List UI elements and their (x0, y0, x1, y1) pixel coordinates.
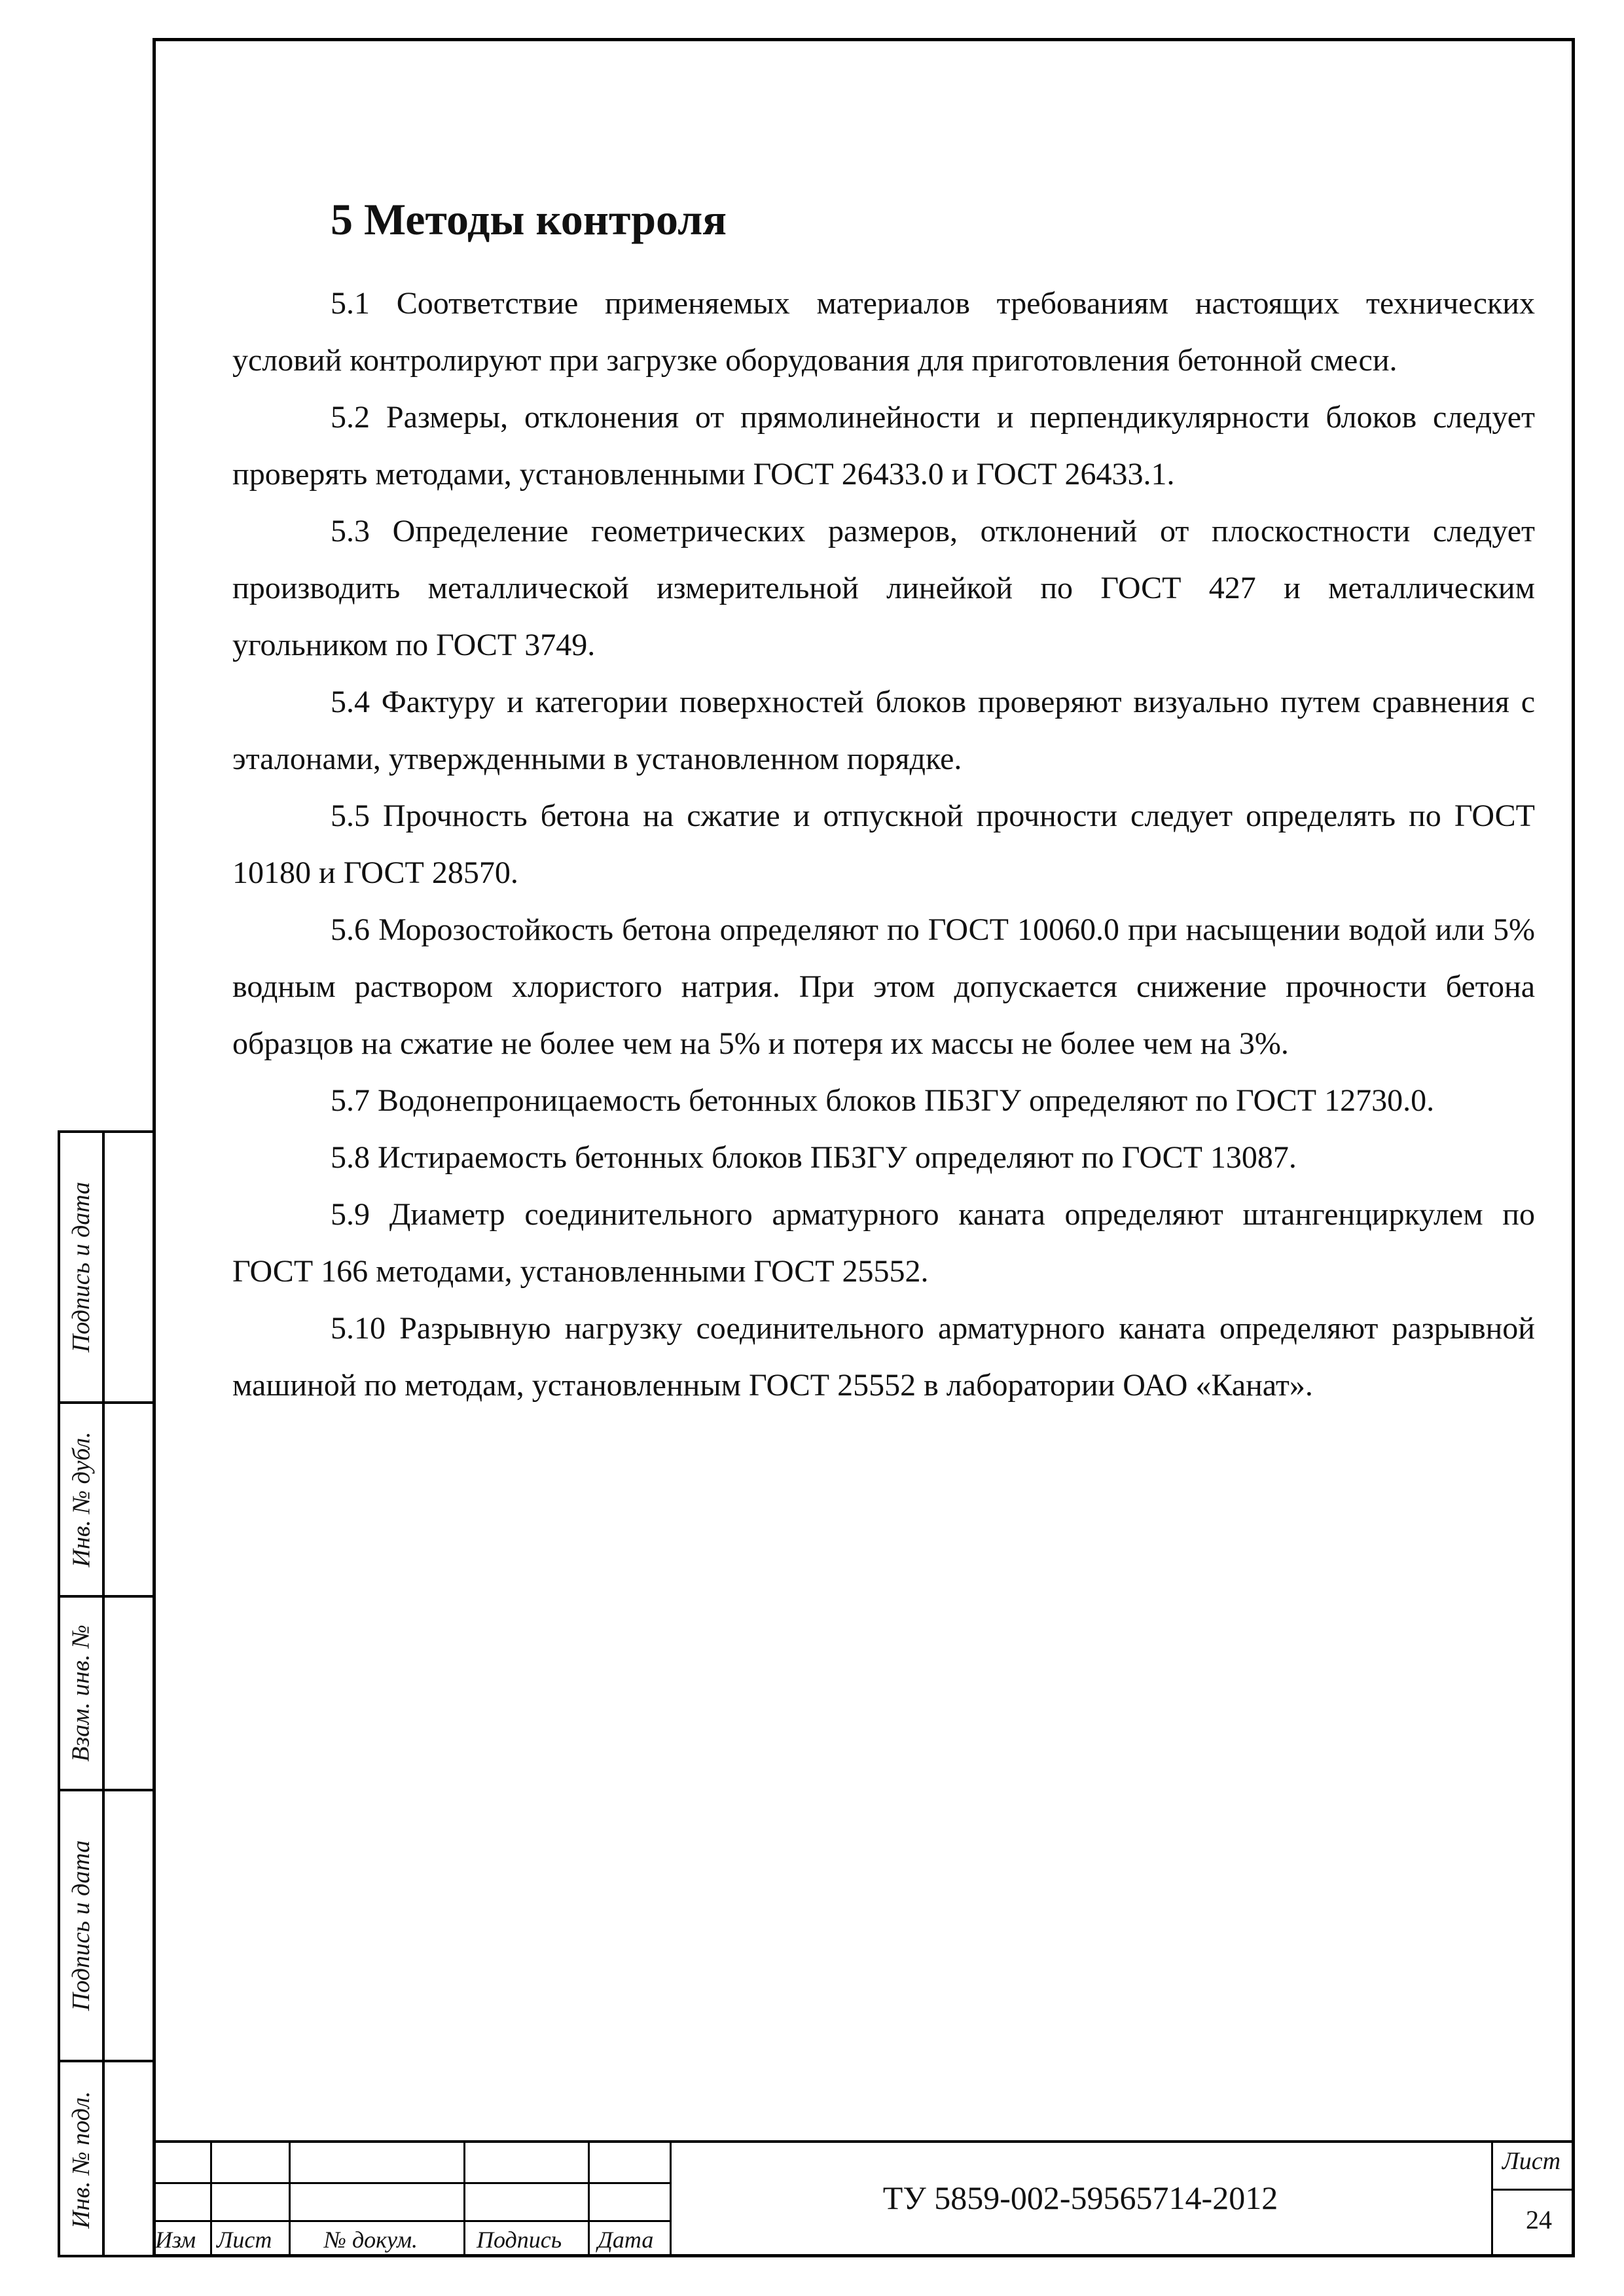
tb-divider (1491, 2143, 1493, 2257)
paragraph-5-5: 5.5 Прочность бетона на сжатие и отпускной прочности следует определять по ГОСТ 10180 и ГОСТ 28570. (232, 798, 1535, 890)
paragraph-5-7: 5.7 Водонепроницаемость бетонных блоков ПБЗГУ определяют по ГОСТ 12730.0. (331, 1083, 1435, 1118)
tb-col-signature: Подпись (477, 2227, 562, 2253)
tb-divider (463, 2143, 465, 2257)
tb-col-list: Лист (217, 2227, 272, 2253)
title-block (153, 2140, 1575, 2257)
tb-row-line (1491, 2189, 1575, 2191)
tb-divider (588, 2143, 590, 2257)
side-cell-signature-date-top (60, 1133, 156, 1404)
paragraph-5-2: 5.2 Размеры, отклонения от прямолинейности и перпендикулярности блоков следует проверять методами, установленными ГОСТ 26433.0 и ГОСТ 26433.1. (232, 400, 1535, 492)
side-stamp-strip (58, 1130, 156, 2257)
tb-col-doc-no: № докум. (324, 2227, 418, 2253)
main-content (232, 190, 1535, 1414)
side-label-signature-date-bottom: Подпись и дата (67, 1840, 96, 2011)
side-cell-dup-inv (60, 1404, 156, 1598)
sheet-number: 24 (1526, 2205, 1552, 2234)
tb-col-izm: Изм (155, 2227, 196, 2253)
paragraph-5-3: 5.3 Определение геометрических размеров, отклонений от плоскостности следует производить металлической измерительной линейкой по ГОСТ 427 и металлическим угольником по ГОСТ 3749. (232, 514, 1535, 662)
side-cell-replace-inv (60, 1598, 156, 1791)
side-label-dup-inv: Инв. № дубл. (67, 1431, 96, 1568)
paragraph-5-1: 5.1 Соответствие применяемых материалов требованиям настоящих технических условий контролируют при загрузке оборудования для приготовления бетонной смеси. (232, 286, 1535, 378)
side-label-orig-inv: Инв. № подл. (67, 2091, 96, 2229)
paragraph-5-10: 5.10 Разрывную нагрузку соединительного арматурного каната определяют разрывной машиной по методам, установленным ГОСТ 25552 в лаборатории ОАО «Канат». (232, 1311, 1535, 1403)
tb-row-line (153, 2220, 670, 2222)
tb-row-line (153, 2182, 670, 2184)
tb-divider (289, 2143, 291, 2257)
paragraph-5-4: 5.4 Фактуру и категории поверхностей блоков проверяют визуально путем сравнения с эталонами, утвержденными в установленном порядке. (232, 685, 1535, 776)
side-cell-orig-inv (60, 2062, 156, 2257)
paragraph-5-8: 5.8 Истираемость бетонных блоков ПБЗГУ определяют по ГОСТ 13087. (331, 1140, 1297, 1175)
tb-divider (210, 2143, 212, 2257)
side-label-replace-inv: Взам. инв. № (67, 1624, 95, 1762)
paragraph-5-6: 5.6 Морозостойкость бетона определяют по ГОСТ 10060.0 при насыщении водой или 5% водным раствором хлористого натрия. При этом допускается снижение прочности бетона образцов на сжатие не более чем на 5% и потеря их массы не более чем на 3%. (232, 912, 1535, 1061)
tb-col-date: Дата (598, 2227, 654, 2253)
side-label-signature-date-top: Подпись и дата (67, 1181, 96, 1353)
paragraph-5-9: 5.9 Диаметр соединительного арматурного каната определяют штангенциркулем по ГОСТ 166 методами, установленными ГОСТ 25552. (232, 1197, 1535, 1289)
sheet-label: Лист (1502, 2147, 1561, 2175)
document-code: ТУ 5859-002-59565714-2012 (882, 2179, 1278, 2216)
side-cell-signature-date-bottom (60, 1791, 156, 2062)
section-title: 5 Методы контроля (331, 194, 727, 244)
